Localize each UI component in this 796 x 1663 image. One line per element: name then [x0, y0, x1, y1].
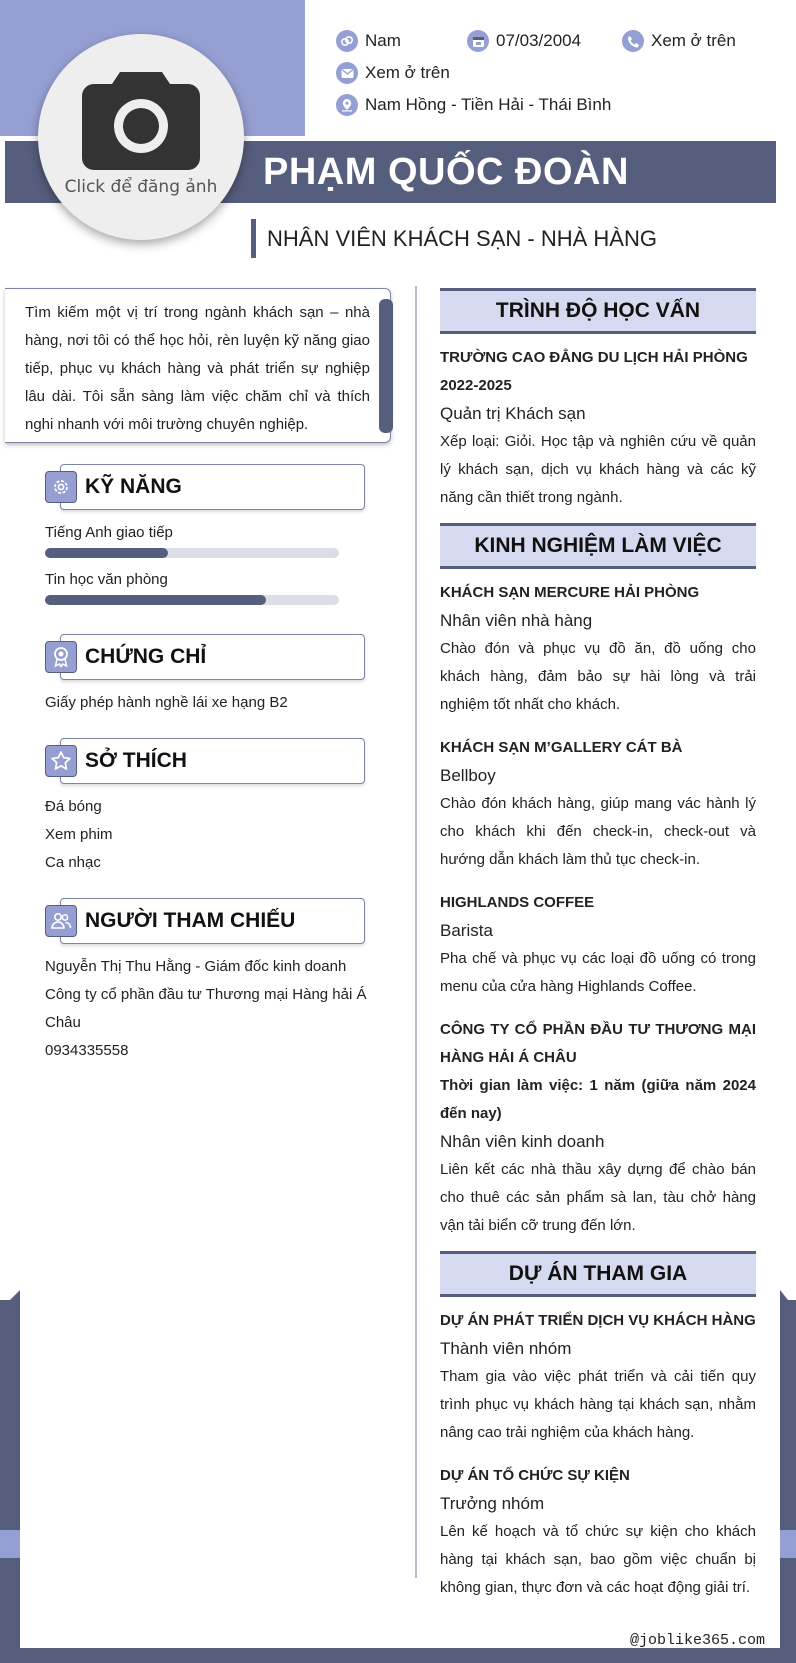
- phone-row: [622, 30, 736, 52]
- job-title: NHÂN VIÊN KHÁCH SẠN - NHÀ HÀNG: [267, 226, 657, 251]
- career-objective-box: [5, 288, 391, 443]
- project-name: DỰ ÁN TỔ CHỨC SỰ KIỆN: [440, 1467, 630, 1484]
- experience-heading: KINH NGHIỆM LÀM VIỆC: [440, 523, 756, 569]
- award-icon: [45, 641, 77, 673]
- job-role: Bellboy: [440, 766, 496, 785]
- email-value: Xem ở trên: [365, 63, 450, 82]
- project-description: Lên kế hoạch và tổ chức sự kiện cho khách hàng tại khách sạn, bao gồm việc chuẩn bị không gian, thực đơn và các hoạt động giải trí.: [440, 1523, 756, 1596]
- email-icon: [336, 62, 358, 84]
- job-role: Nhân viên kinh doanh: [440, 1132, 605, 1151]
- hobby-item: Đá bóng: [45, 798, 102, 815]
- bottom-frame-strip: [0, 1648, 796, 1663]
- career-objective-text: Tìm kiếm một vị trí trong ngành khách sạn – nhà hàng, nơi tôi có thể học hỏi, rèn luyện kỹ năng giao tiếp, phục vụ khách hàng và phát triển sự nghiệp lâu dài. Tôi sẵn sàng làm việc chăm chỉ và thích nghi nhanh với môi trường chuyên nghiệp.: [25, 304, 370, 433]
- job-title-marker: [251, 219, 256, 258]
- job-company: KHÁCH SẠN MERCURE HẢI PHÒNG: [440, 584, 700, 601]
- phone-icon: [622, 30, 644, 52]
- people-icon: [45, 905, 77, 937]
- gender-value: Nam: [365, 31, 401, 50]
- hobbies-heading: SỞ THÍCH: [85, 749, 187, 772]
- skills-header: [45, 464, 365, 510]
- address-value: Nam Hồng - Tiền Hải - Thái Bình: [365, 95, 612, 114]
- education-years: 2022-2025: [440, 377, 512, 394]
- phone-value: Xem ở trên: [651, 31, 736, 50]
- skill-name: Tiếng Anh giao tiếp: [45, 524, 173, 541]
- location-icon: [336, 94, 358, 116]
- gender-icon: [336, 30, 358, 52]
- hobby-item: Ca nhạc: [45, 854, 101, 871]
- gender-row: [336, 30, 401, 52]
- skill-level-bar: [45, 595, 339, 605]
- skill-level-fill: [45, 548, 168, 558]
- right-frame-accent: [780, 1530, 796, 1558]
- education-description: Xếp loại: Giỏi. Học tập và nghiên cứu về quản lý khách sạn, dịch vụ khách hàng và các kỹ năng cần thiết trong ngành.: [440, 433, 756, 506]
- project-description: Tham gia vào việc phát triển và cải tiến quy trình phục vụ khách hàng tại khách sạn, nhằm nâng cao trải nghiệm của khách hàng.: [440, 1368, 756, 1441]
- skill-level-bar: [45, 548, 339, 558]
- project-role: Trưởng nhóm: [440, 1494, 545, 1513]
- skill-level-fill: [45, 595, 266, 605]
- education-heading: TRÌNH ĐỘ HỌC VẤN: [440, 288, 756, 334]
- right-frame-strip: [780, 1300, 796, 1663]
- job-description: Pha chế và phục vụ các loại đồ uống có trong menu của cửa hàng Highlands Coffee.: [440, 950, 756, 995]
- candidate-name: PHẠM QUỐC ĐOÀN: [263, 151, 629, 193]
- address-row: [336, 94, 611, 116]
- reference-person: Nguyễn Thị Thu Hằng - Giám đốc kinh doanh: [45, 958, 347, 975]
- projects-heading: DỰ ÁN THAM GIA: [440, 1251, 756, 1297]
- reference-phone: 0934335558: [45, 1042, 129, 1059]
- certificates-heading: CHỨNG CHỈ: [85, 645, 207, 668]
- project-role: Thành viên nhóm: [440, 1339, 572, 1358]
- skill-name: Tin học văn phòng: [45, 571, 168, 588]
- job-company: HIGHLANDS COFFEE: [440, 894, 595, 911]
- avatar-upload-label: Click để đăng ảnh: [64, 177, 218, 197]
- left-frame-accent: [0, 1530, 20, 1558]
- hobbies-header: [45, 738, 365, 784]
- education-school: TRƯỜNG CAO ĐẲNG DU LỊCH HẢI PHÒNG: [440, 349, 748, 366]
- footer-watermark: @joblike365.com: [629, 1632, 765, 1649]
- avatar-upload[interactable]: [38, 34, 244, 240]
- education-major: Quản trị Khách sạn: [440, 404, 586, 423]
- job-company: CÔNG TY CỔ PHẦN ĐẦU TƯ THƯƠNG MẠI HÀNG HẢI Á CHÂU: [440, 1021, 756, 1066]
- certificate-item: Giấy phép hành nghề lái xe hạng B2: [45, 694, 288, 711]
- job-period: Thời gian làm việc: 1 năm (giữa năm 2024 đến nay): [440, 1077, 756, 1122]
- hobby-item: Xem phim: [45, 826, 113, 843]
- job-role: Nhân viên nhà hàng: [440, 611, 593, 630]
- references-header: [45, 898, 365, 944]
- job-company: KHÁCH SẠN M’GALLERY CÁT BÀ: [440, 739, 683, 756]
- column-divider: [415, 286, 417, 1578]
- project-name: DỰ ÁN PHÁT TRIỂN DỊCH VỤ KHÁCH HÀNG: [440, 1312, 756, 1329]
- references-heading: NGƯỜI THAM CHIẾU: [85, 909, 296, 932]
- email-row: [336, 62, 450, 84]
- job-description: Chào đón và phục vụ đồ ăn, đồ uống cho khách hàng, đảm bảo sự hài lòng và trải nghiệm tốt nhất cho khách.: [440, 640, 756, 713]
- objective-scrollbar[interactable]: [379, 299, 393, 433]
- star-icon: [45, 745, 77, 777]
- left-frame-strip: [0, 1300, 20, 1663]
- job-description: Liên kết các nhà thầu xây dựng để chào bán cho thuê các sản phẩm sà lan, tàu chở hàng vận tải biển cỡ trung đến lớn.: [440, 1161, 756, 1234]
- job-role: Barista: [440, 921, 493, 940]
- reference-company: Công ty cổ phần đầu tư Thương mại Hàng hải Á Châu: [45, 986, 367, 1031]
- gear-icon: [45, 471, 77, 503]
- job-description: Chào đón khách hàng, giúp mang vác hành lý cho khách khi đến check-in, check-out và hướng dẫn khách làm thủ tục check-in.: [440, 795, 756, 868]
- skills-heading: KỸ NĂNG: [85, 475, 182, 498]
- camera-icon: [82, 68, 200, 170]
- birthdate-value: 07/03/2004: [496, 31, 582, 50]
- birthdate-row: [467, 30, 581, 52]
- calendar-icon: [467, 30, 489, 52]
- certificates-header: [45, 634, 365, 680]
